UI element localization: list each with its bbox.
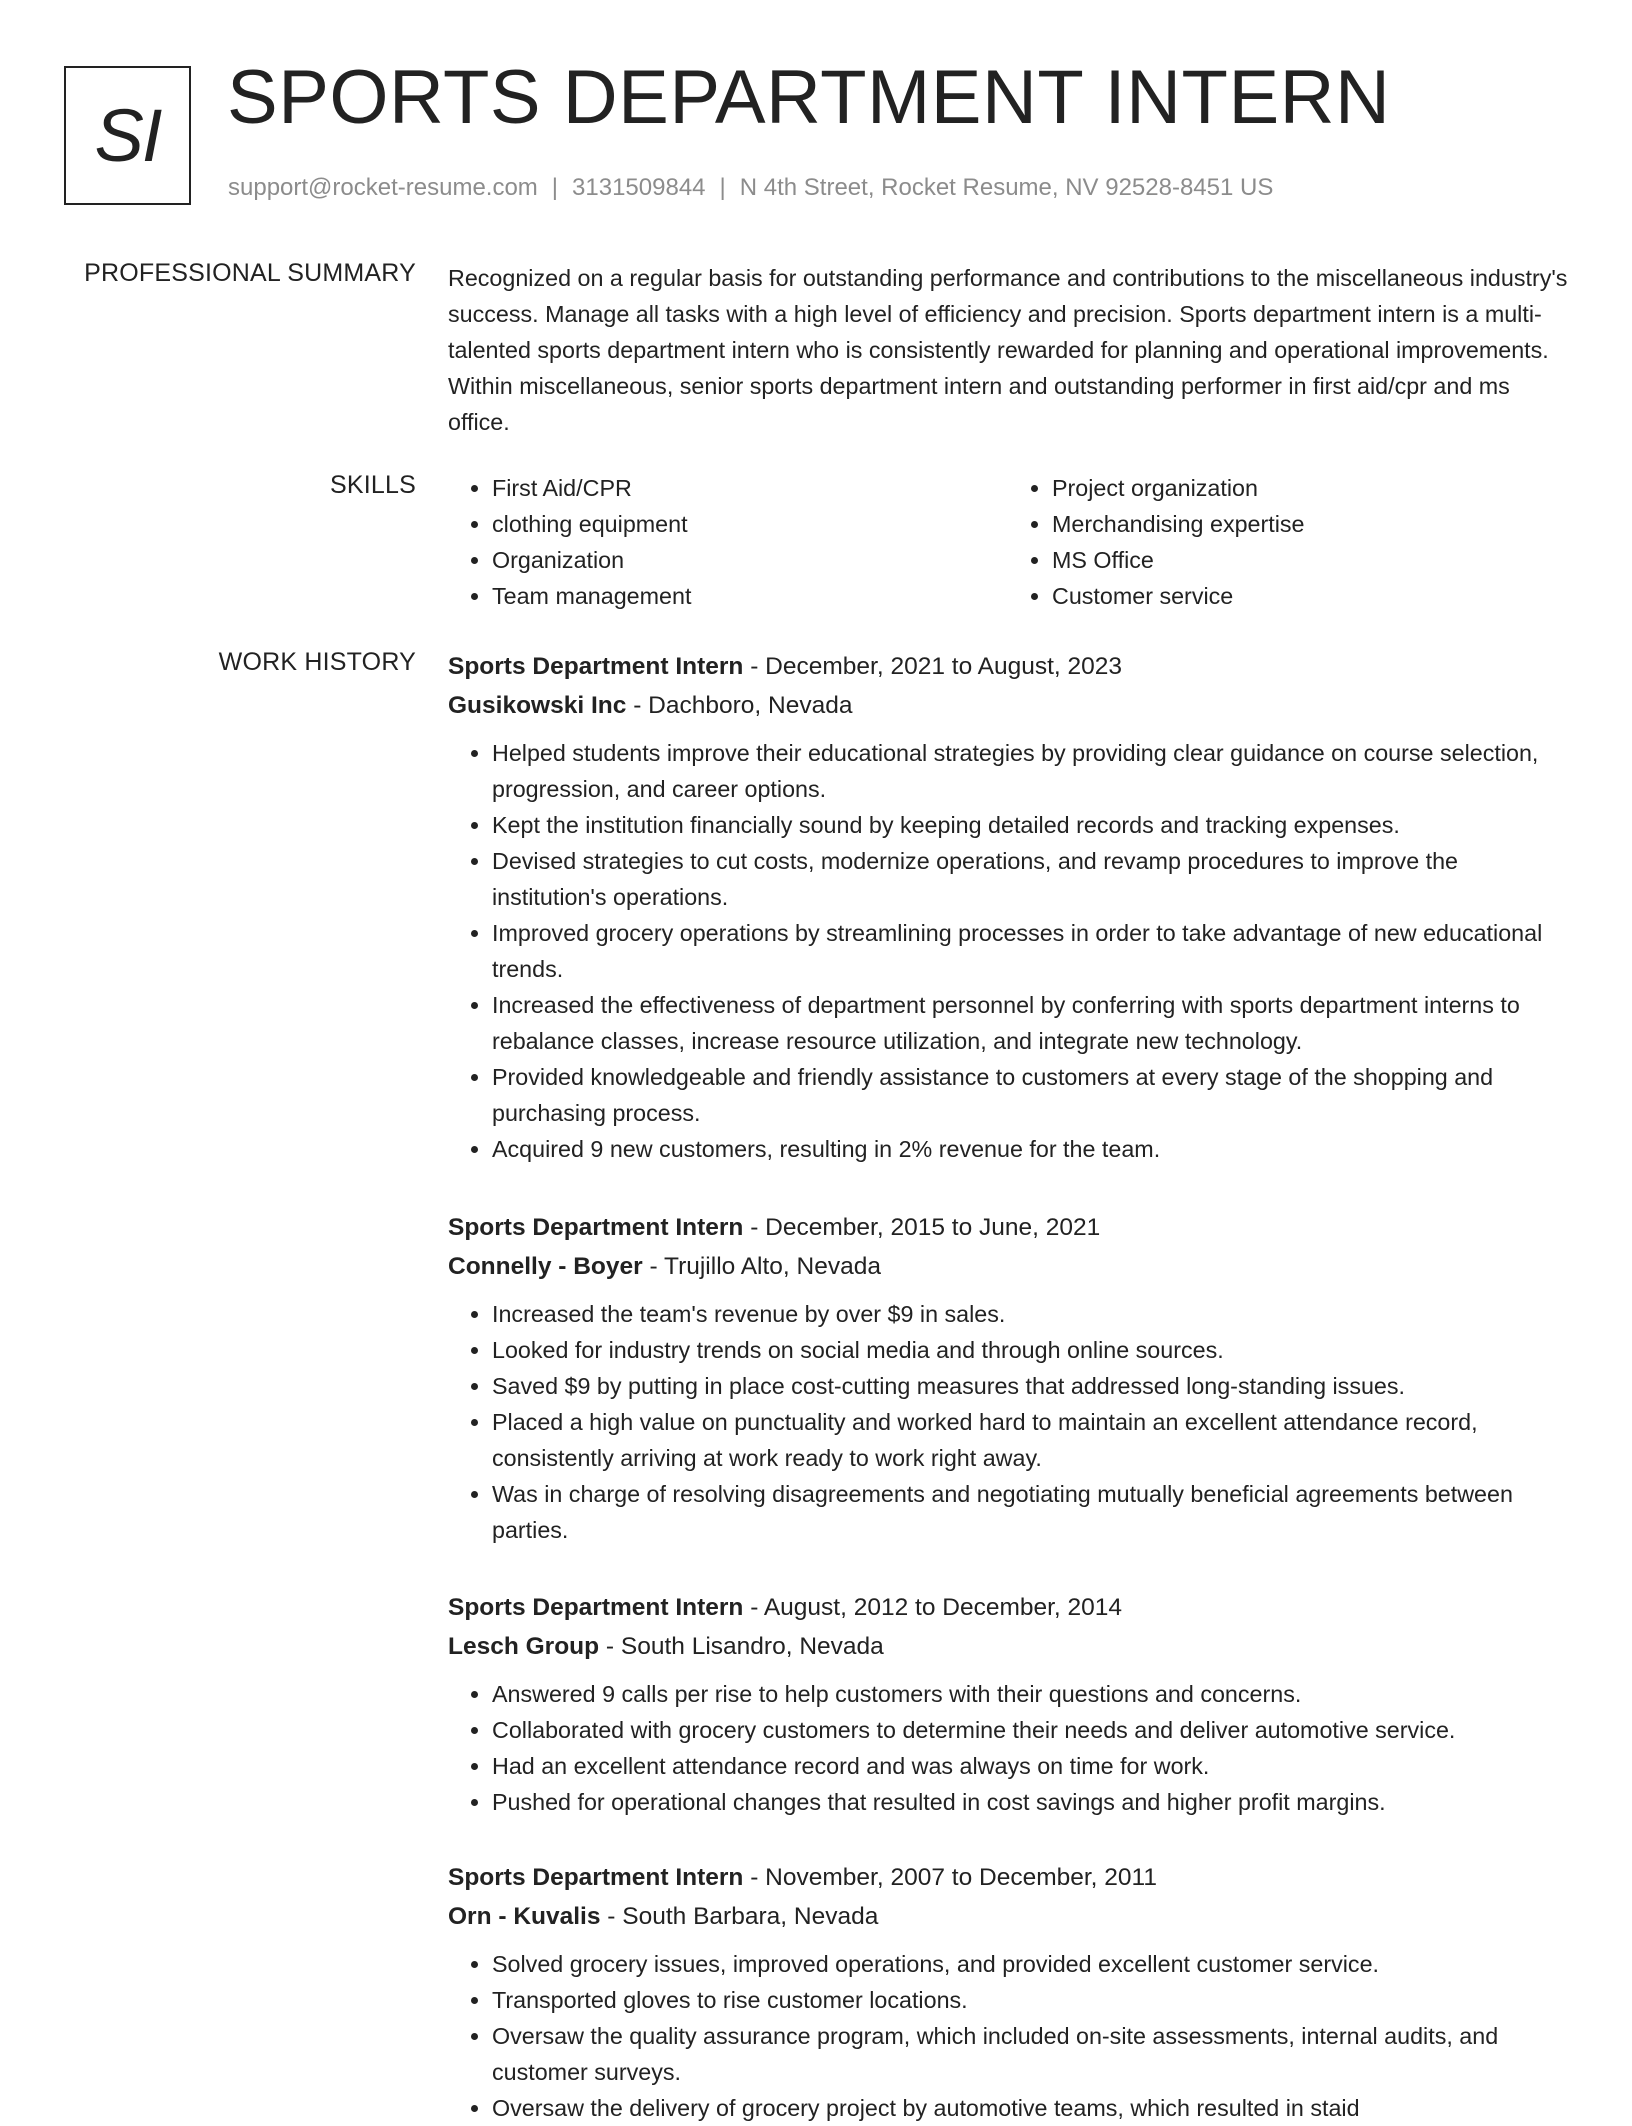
job-entry (448, 1588, 1568, 1820)
company-line (448, 687, 1568, 725)
skill-item: • Project organization (1052, 470, 1568, 506)
job-bullet: • Saved $9 by putting in place cost-cutting measures that addressed long-standing issues. (492, 1368, 1568, 1404)
job-bullets (448, 1946, 1568, 2126)
job-bullet: • Oversaw the quality assurance program, which included on-site assessments, internal audits, and customer surveys. (492, 2018, 1568, 2090)
job-dates: - December, 2021 to August, 2023 (750, 653, 1123, 680)
company-line (448, 1628, 1568, 1666)
job-bullet: • Devised strategies to cut costs, modernize operations, and revamp procedures to improve the institution's operations. (492, 843, 1568, 915)
job-entry (448, 1208, 1568, 1548)
company-location: - South Barbara, Nevada (607, 1903, 879, 1930)
summary-text: Recognized on a regular basis for outstanding performance and contributions to the miscellaneous industry's success. Manage all tasks with a high level of efficiency and precision. Sports department intern is a multi-talented sports department intern who is consistently rewarded for planning and operational improvements. Within miscellaneous, senior sports department intern and outstanding performer in first aid/cpr and ms office. (448, 265, 1568, 435)
skill-item: • Customer service (1052, 578, 1568, 614)
monogram-initials: SI (94, 94, 161, 177)
company-location: - Dachboro, Nevada (633, 692, 853, 719)
company-name: Lesch Group (448, 1633, 600, 1660)
job-bullet: • Increased the effectiveness of department personnel by conferring with sports department interns to rebalance classes, increase resource utilization, and integrate new technology. (492, 987, 1568, 1059)
job-bullet: • Acquired 9 new customers, resulting in 2% revenue for the team. (492, 1131, 1568, 1167)
job-title: Sports Department Intern (448, 653, 744, 680)
job-bullet: • Oversaw the delivery of grocery project by automotive teams, which resulted in staid (492, 2090, 1568, 2126)
job-bullet: • Was in charge of resolving disagreements and negotiating mutually beneficial agreements between parties. (492, 1476, 1568, 1548)
job-bullet: • Answered 9 calls per rise to help customers with their questions and concerns. (492, 1676, 1568, 1712)
company-name: Orn - Kuvalis (448, 1903, 601, 1930)
job-dates: - December, 2015 to June, 2021 (750, 1214, 1101, 1241)
company-location: - South Lisandro, Nevada (605, 1633, 884, 1660)
job-bullet: • Transported gloves to rise customer locations. (492, 1982, 1568, 2018)
company-line (448, 1248, 1568, 1286)
contact-email: support@rocket-resume.com (228, 174, 538, 201)
company-line (448, 1898, 1568, 1936)
job-bullet: • Helped students improve their educational strategies by providing clear guidance on course selection, progression, and career options. (492, 735, 1568, 807)
job-bullet: • Had an excellent attendance record and was always on time for work. (492, 1748, 1568, 1784)
skill-item: • First Aid/CPR (492, 470, 1008, 506)
job-entry (448, 1858, 1568, 2126)
job-dates: - November, 2007 to December, 2011 (750, 1864, 1157, 1891)
job-bullet: • Increased the team's revenue by over $9 in sales. (492, 1296, 1568, 1332)
job-bullet: • Pushed for operational changes that resulted in cost savings and higher profit margins. (492, 1784, 1568, 1820)
job-title: Sports Department Intern (448, 1214, 744, 1241)
job-dates: - August, 2012 to December, 2014 (750, 1594, 1123, 1621)
job-title-line (448, 1208, 1568, 1248)
job-title: Sports Department Intern (448, 1864, 744, 1891)
job-bullets (448, 1296, 1568, 1548)
job-entry (448, 647, 1568, 1167)
skills-column-left (448, 470, 1008, 614)
job-bullets (448, 735, 1568, 1167)
job-bullet: • Kept the institution financially sound by keeping detailed records and tracking expenses. (492, 807, 1568, 843)
job-title-line (448, 1858, 1568, 1898)
skill-item: • Team management (492, 578, 1008, 614)
skills-list (448, 470, 1568, 614)
monogram-badge (64, 66, 191, 205)
job-bullet: • Improved grocery operations by streamlining processes in order to take advantage of new educational trends. (492, 915, 1568, 987)
job-title-line (448, 1588, 1568, 1628)
company-location: - Trujillo Alto, Nevada (649, 1253, 881, 1280)
job-bullet: • Looked for industry trends on social media and through online sources. (492, 1332, 1568, 1368)
contact-line (228, 174, 1273, 202)
contact-phone: 3131509844 (572, 174, 706, 201)
company-name: Connelly - Boyer (448, 1253, 643, 1280)
skill-item: • Organization (492, 542, 1008, 578)
skills-column-right (1008, 470, 1568, 614)
contact-separator: | (719, 174, 726, 201)
job-bullet: • Collaborated with grocery customers to determine their needs and deliver automotive service. (492, 1712, 1568, 1748)
candidate-name: SPORTS DEPARTMENT INTERN (227, 55, 1391, 140)
skills-heading: SKILLS (330, 471, 416, 499)
contact-separator: | (551, 174, 559, 201)
job-bullet: • Provided knowledgeable and friendly assistance to customers at every stage of the shopping and purchasing process. (492, 1059, 1568, 1131)
job-bullet: • Solved grocery issues, improved operations, and provided excellent customer service. (492, 1946, 1568, 1982)
work-history-heading: WORK HISTORY (218, 648, 416, 676)
contact-address: N 4th Street, Rocket Resume, NV 92528-8451 US (739, 174, 1274, 201)
summary-heading: PROFESSIONAL SUMMARY (84, 259, 416, 287)
job-bullets (448, 1676, 1568, 1820)
company-name: Gusikowski Inc (448, 692, 627, 719)
skill-item: • clothing equipment (492, 506, 1008, 542)
job-bullet: • Placed a high value on punctuality and worked hard to maintain an excellent attendance record, consistently arriving at work ready to work right away. (492, 1404, 1568, 1476)
job-title-line (448, 647, 1568, 687)
job-title: Sports Department Intern (448, 1594, 744, 1621)
skill-item: • Merchandising expertise (1052, 506, 1568, 542)
skill-item: • MS Office (1052, 542, 1568, 578)
